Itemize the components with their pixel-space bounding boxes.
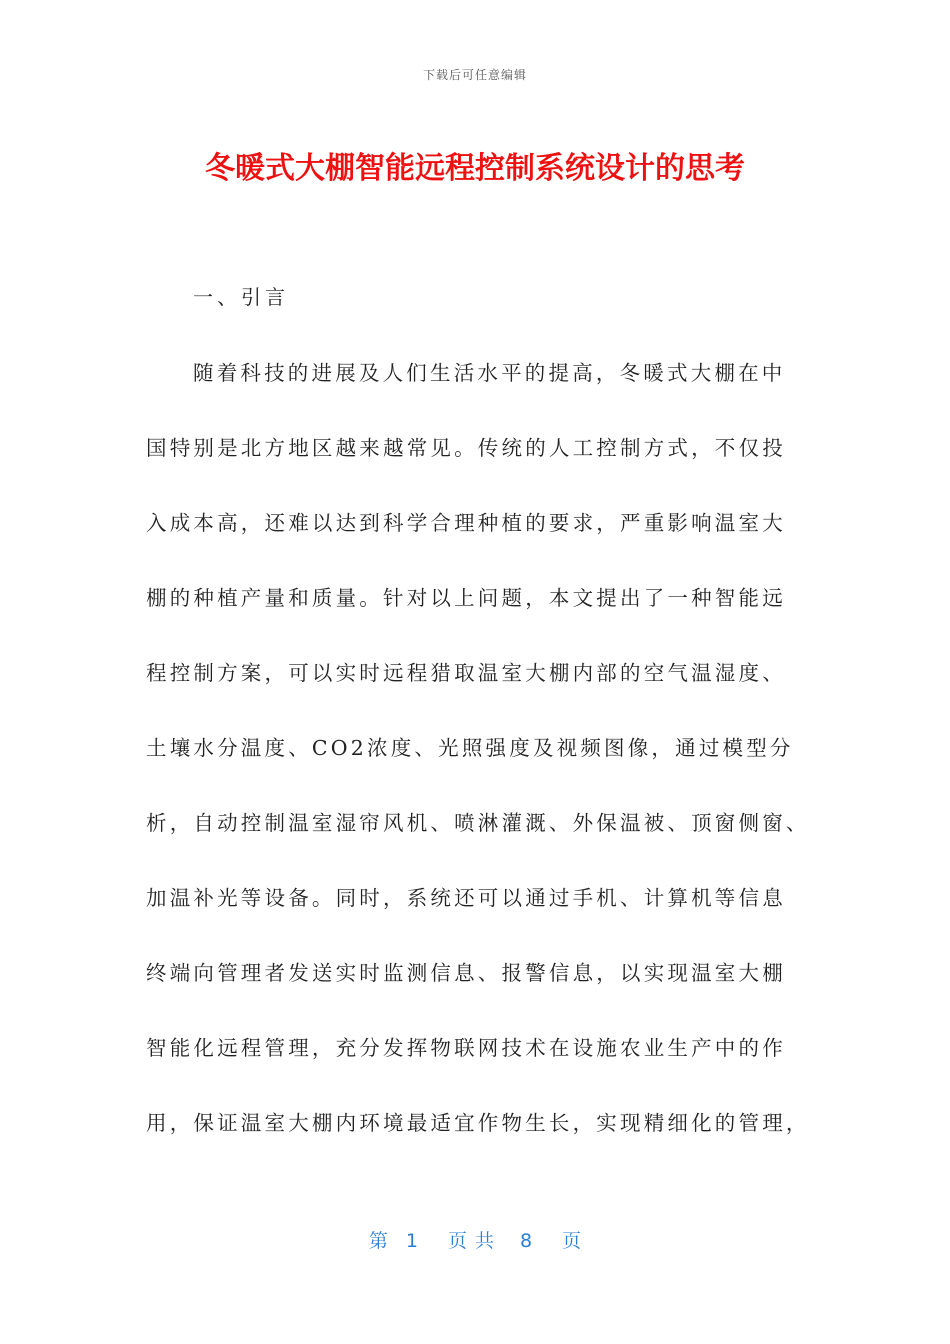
paragraph-line: 国特别是北方地区越来越常见。传统的人工控制方式，不仅投	[146, 436, 786, 460]
header-note: 下载后可任意编辑	[422, 68, 527, 82]
paragraph-line: 棚的种植产量和质量。针对以上问题，本文提出了一种智能远	[146, 586, 786, 610]
paragraph-line: 终端向管理者发送实时监测信息、报警信息，以实现温室大棚	[146, 961, 786, 985]
paragraph-line: 随着科技的进展及人们生活水平的提高，冬暖式大棚在中	[193, 361, 786, 385]
page-middle-label: 页共	[447, 1230, 502, 1252]
page-footer	[0, 1226, 950, 1253]
total-pages-number: 8	[520, 1230, 533, 1252]
page-suffix: 页	[562, 1230, 582, 1252]
paragraph-line: 智能化远程管理，充分发挥物联网技术在设施农业生产中的作	[146, 1036, 786, 1060]
document-title: 冬暖式大棚智能远程控制系统设计的思考	[205, 151, 745, 186]
paragraph-line: 用，保证温室大棚内环境最适宜作物生长，实现精细化的管理，	[146, 1111, 810, 1135]
page-prefix: 第	[368, 1230, 388, 1252]
paragraph-line: 入成本高，还难以达到科学合理种植的要求，严重影响温室大	[146, 511, 786, 535]
paragraph-line: 加温补光等设备。同时，系统还可以通过手机、计算机等信息	[146, 886, 786, 910]
current-page-number: 1	[405, 1230, 418, 1252]
section-heading: 一、引言	[193, 285, 289, 309]
paragraph-line: 程控制方案，可以实时远程猎取温室大棚内部的空气温湿度、	[146, 661, 786, 685]
paragraph-line: 析，自动控制温室湿帘风机、喷淋灌溉、外保温被、顶窗侧窗、	[146, 811, 810, 835]
paragraph-line: 土壤水分温度、CO2浓度、光照强度及视频图像，通过模型分	[146, 736, 794, 760]
